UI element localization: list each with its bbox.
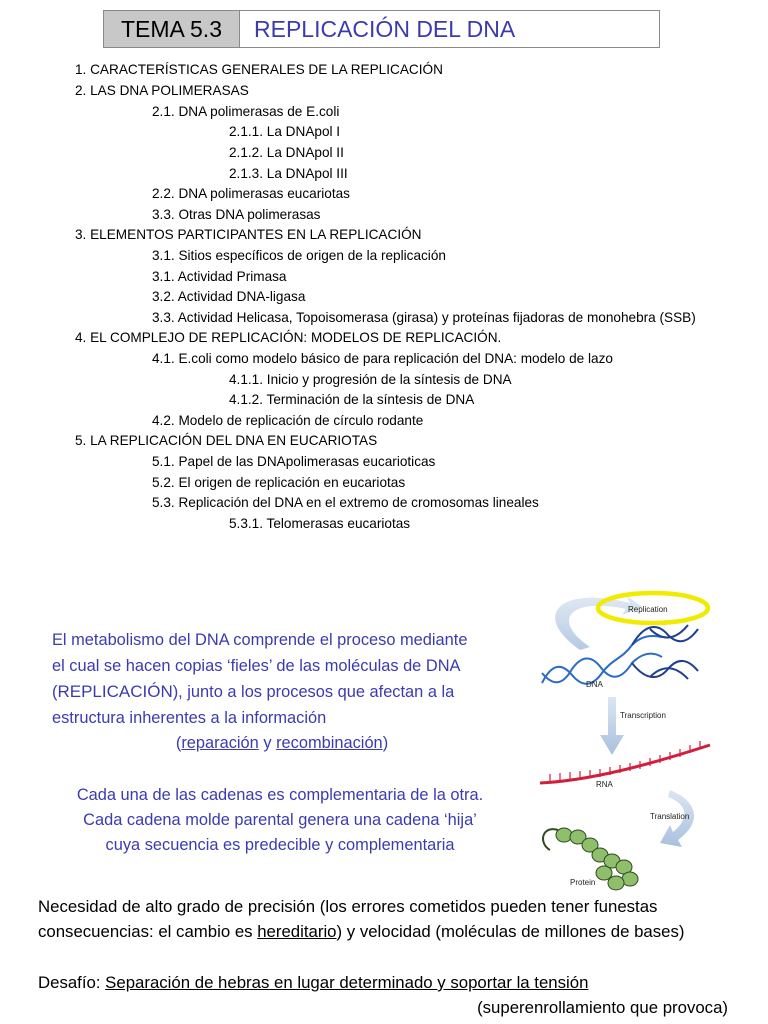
toc-item: 2.2. DNA polimerasas eucariotas bbox=[152, 186, 350, 201]
transcription-label: Transcription bbox=[620, 711, 666, 720]
toc-item: 3.1. Sitios específicos de origen de la replicación bbox=[152, 248, 446, 263]
toc-item: 3.2. Actividad DNA-ligasa bbox=[152, 289, 306, 304]
velocidad-term: velocidad bbox=[359, 922, 431, 941]
text: ) y bbox=[336, 922, 360, 941]
toc-item: 3.3. Actividad Helicasa, Topoisomerasa (girasa) y proteínas fijadoras de monohebra (SSB) bbox=[152, 310, 696, 325]
rna-label: RNA bbox=[596, 780, 613, 789]
page-title: REPLICACIÓN DEL DNA bbox=[254, 15, 516, 42]
protein-label: Protein bbox=[570, 878, 596, 887]
toc-item: 5. LA REPLICACIÓN DEL DNA EN EUCARIOTAS bbox=[75, 433, 378, 448]
replication-label: Replication bbox=[628, 605, 668, 614]
toc-item: 2.1. DNA polimerasas de E.coli bbox=[152, 104, 340, 119]
intro-paragraph bbox=[52, 628, 512, 757]
precision-paragraph bbox=[38, 894, 748, 944]
precision-term: precisión bbox=[247, 897, 316, 916]
toc-item: 5.3. Replicación del DNA en el extremo de cromosomas lineales bbox=[152, 495, 539, 510]
central-dogma-diagram bbox=[520, 585, 760, 895]
toc-item: 3.1. Actividad Primasa bbox=[152, 269, 287, 284]
conjunction: y bbox=[258, 734, 277, 752]
challenge-text: Separación de hebras en lugar determinado y soportar la tensión bbox=[105, 973, 589, 992]
reparacion-term: reparación bbox=[181, 734, 259, 752]
translation-label: Translation bbox=[650, 812, 690, 821]
dna-label: DNA bbox=[586, 680, 603, 689]
para2-line: Cada una de las cadenas es complementaria de la otra. bbox=[76, 786, 484, 804]
complementarity-paragraph bbox=[50, 783, 510, 858]
challenge-label: Desafío: bbox=[38, 973, 106, 992]
transcription-arrow bbox=[600, 697, 624, 755]
toc-item: 5.1. Papel de las DNApolimerasas eucarioticas bbox=[152, 454, 436, 469]
text: Necesidad de alto grado de bbox=[38, 897, 248, 916]
hereditario-term: hereditario bbox=[257, 922, 337, 941]
toc-item: 2.1.3. La DNApol III bbox=[229, 166, 348, 181]
toc-item: 4.1. E.coli como modelo básico de para replicación del DNA: modelo de lazo bbox=[152, 351, 613, 366]
toc-item: 5.3.1. Telomerasas eucariotas bbox=[229, 516, 411, 531]
challenge-note: (superenrollamiento que provoca) bbox=[477, 998, 728, 1017]
toc-item: 5.2. El origen de replicación en eucariotas bbox=[152, 475, 406, 490]
toc-item: 2.1.1. La DNApol I bbox=[229, 124, 341, 139]
toc-item: 4.1.1. Inicio y progresión de la síntesis de DNA bbox=[229, 372, 512, 387]
replicacion-term: REPLICACIÓN bbox=[57, 682, 173, 701]
para2-line: cuya secuencia es predecible y complementaria bbox=[105, 836, 455, 854]
paren: ( bbox=[175, 734, 182, 752]
toc-item: 4.2. Modelo de replicación de círculo rodante bbox=[152, 413, 424, 428]
rna-strand bbox=[540, 741, 710, 783]
toc-item: 4. EL COMPLEJO DE REPLICACIÓN: MODELOS DE REPLICACIÓN. bbox=[75, 330, 502, 345]
toc-item: 3. ELEMENTOS PARTICIPANTES EN LA REPLICACIÓN bbox=[75, 227, 422, 242]
text: (los errores cometidos pueden tener funestas consecuencias: el cambio es bbox=[38, 897, 658, 941]
title-bar bbox=[103, 10, 660, 48]
text: (moléculas de millones de bases) bbox=[430, 922, 685, 941]
toc-item: 1. CARACTERÍSTICAS GENERALES DE LA REPLICACIÓN bbox=[75, 62, 443, 77]
recombinacion-term: recombinación bbox=[276, 734, 383, 752]
toc-item: 3.3. Otras DNA polimerasas bbox=[152, 207, 321, 222]
intro-paren: ( bbox=[52, 683, 58, 701]
intro-line: estructura inherentes a la información bbox=[52, 708, 327, 727]
intro-line: ), junto a los procesos que afectan a la bbox=[172, 683, 455, 701]
challenge-paragraph bbox=[38, 970, 728, 1020]
para2-line: Cada cadena molde parental genera una cadena ‘hija’ bbox=[83, 811, 477, 829]
intro-processes bbox=[52, 731, 512, 757]
intro-line: el cual se hacen copias ‘fieles’ de las moléculas de DNA bbox=[52, 656, 461, 675]
toc-item: 2.1.2. La DNApol II bbox=[229, 145, 344, 160]
tema-label: TEMA 5.3 bbox=[104, 11, 240, 47]
toc-item: 4.1.2. Terminación de la síntesis de DNA bbox=[229, 392, 475, 407]
paren: ) bbox=[382, 734, 389, 752]
intro-line: El metabolismo del DNA comprende el proceso mediante bbox=[52, 631, 468, 649]
toc-item: 2. LAS DNA POLIMERASAS bbox=[75, 83, 249, 98]
